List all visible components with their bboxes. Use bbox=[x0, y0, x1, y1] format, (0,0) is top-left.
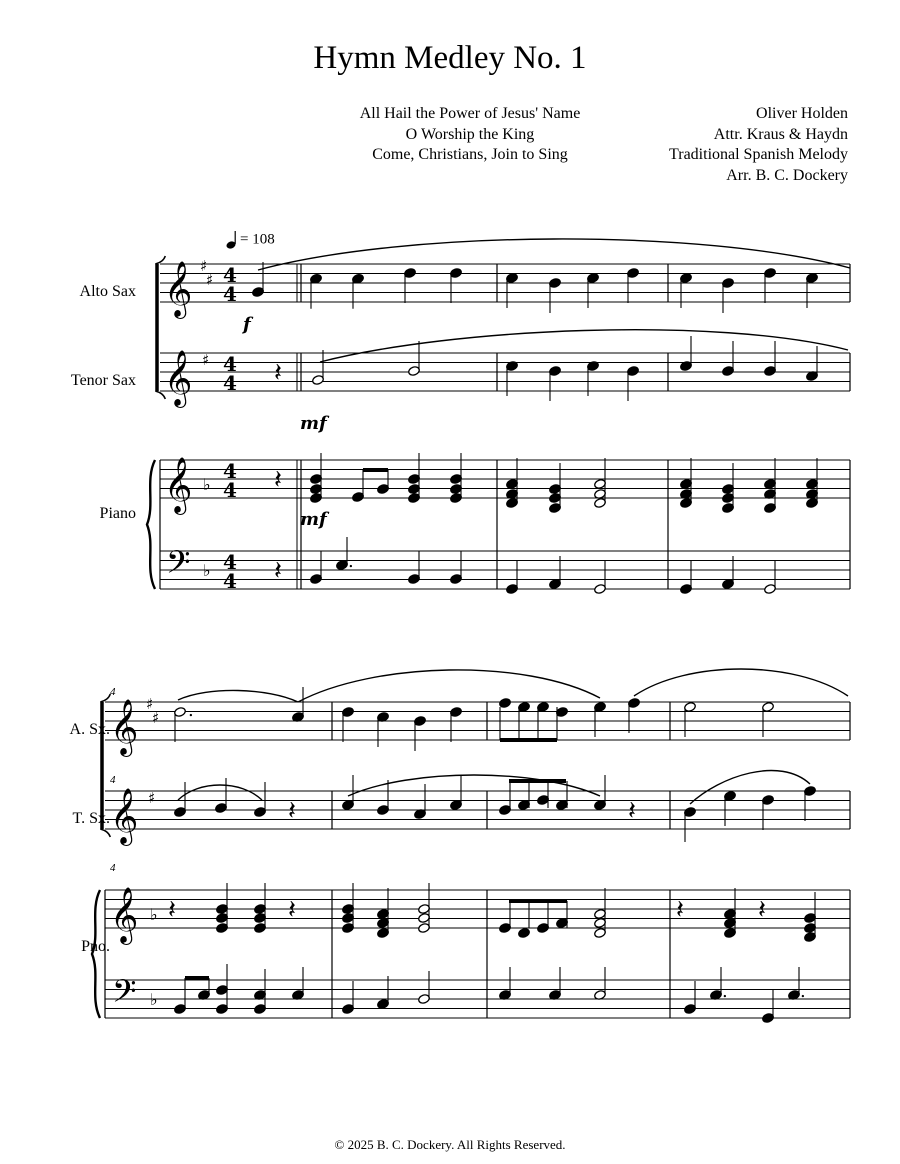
measure-number-alto: 4 bbox=[110, 686, 116, 698]
music-note bbox=[499, 697, 512, 708]
music-note bbox=[627, 267, 640, 303]
dynamic-forte-alto: f bbox=[243, 314, 251, 335]
music-note bbox=[352, 273, 365, 309]
music-note bbox=[680, 336, 693, 372]
music-note bbox=[680, 272, 693, 308]
music-note bbox=[594, 701, 607, 737]
music-note bbox=[627, 365, 640, 401]
bracket-hook-top bbox=[100, 694, 110, 702]
music-note bbox=[342, 706, 355, 742]
quarter-rest-icon: 𝄽 bbox=[288, 796, 296, 826]
time-signature-numerator: 4 bbox=[223, 550, 237, 574]
music-note bbox=[587, 272, 600, 308]
music-note bbox=[628, 697, 641, 733]
dot-icon: . bbox=[188, 700, 194, 721]
music-note bbox=[174, 706, 187, 742]
flat-icon: ♭ bbox=[150, 905, 158, 924]
music-note bbox=[684, 806, 697, 842]
time-signature-denominator: 4 bbox=[223, 282, 237, 306]
instrument-label-alto-sax-short: A. Sx. bbox=[69, 721, 110, 738]
page-title: Hymn Medley No. 1 bbox=[313, 40, 587, 76]
dot-icon: . bbox=[722, 981, 728, 1002]
quarter-rest-icon: 𝄽 bbox=[288, 895, 296, 925]
music-note bbox=[418, 971, 431, 1005]
music-note bbox=[549, 277, 562, 313]
treble-clef-icon: 𝄞 bbox=[110, 788, 139, 844]
arranger: Arr. B. C. Dockery bbox=[726, 166, 848, 184]
time-signature-denominator: 4 bbox=[223, 478, 237, 502]
phrase-slur bbox=[178, 785, 262, 800]
music-note bbox=[252, 262, 265, 298]
treble-clef-icon: 𝄞 bbox=[164, 350, 193, 406]
quarter-rest-icon: 𝄽 bbox=[274, 556, 282, 586]
music-note bbox=[762, 701, 775, 737]
time-signature-numerator: 4 bbox=[223, 459, 237, 483]
bracket-hook-bottom bbox=[100, 829, 110, 837]
phrase-slur bbox=[258, 239, 850, 270]
music-note bbox=[336, 537, 349, 571]
phrase-slur bbox=[178, 690, 298, 702]
music-note bbox=[684, 701, 697, 737]
flat-icon: ♭ bbox=[203, 475, 211, 494]
music-note bbox=[408, 551, 421, 585]
music-note bbox=[549, 967, 562, 1001]
time-signature-denominator: 4 bbox=[223, 371, 237, 395]
instrument-label-alto-sax: Alto Sax bbox=[79, 283, 136, 300]
sharp-icon: ♯ bbox=[152, 709, 160, 727]
sharp-icon: ♯ bbox=[202, 351, 210, 369]
piano-brace bbox=[147, 460, 155, 589]
music-note bbox=[594, 967, 607, 1001]
music-note bbox=[377, 976, 390, 1010]
music-note bbox=[254, 782, 267, 818]
quarter-rest-icon: 𝄽 bbox=[758, 895, 766, 925]
treble-clef-icon: 𝄞 bbox=[110, 887, 139, 943]
composer-1: Oliver Holden bbox=[756, 105, 848, 122]
music-note bbox=[174, 782, 187, 818]
music-note bbox=[506, 272, 519, 308]
music-note bbox=[310, 273, 323, 309]
phrase-slur bbox=[634, 669, 848, 696]
time-signature-denominator: 4 bbox=[223, 569, 237, 593]
music-note bbox=[506, 561, 519, 595]
measure-number-tenor: 4 bbox=[110, 774, 116, 786]
dot-icon: . bbox=[348, 551, 354, 572]
treble-clef-icon: 𝄞 bbox=[164, 457, 193, 513]
music-note bbox=[762, 990, 775, 1024]
music-note bbox=[549, 556, 562, 590]
measure-number-piano: 4 bbox=[110, 862, 116, 874]
music-note bbox=[450, 267, 463, 303]
music-note bbox=[408, 341, 421, 377]
music-note bbox=[499, 967, 512, 1001]
piano-brace bbox=[92, 890, 100, 1018]
music-note bbox=[414, 715, 427, 751]
flat-icon: ♭ bbox=[203, 561, 211, 580]
music-note bbox=[806, 346, 819, 382]
music-note bbox=[518, 927, 531, 938]
treble-clef-icon: 𝄞 bbox=[110, 699, 139, 755]
hymn-title-3: Come, Christians, Join to Sing bbox=[372, 146, 568, 163]
hymn-title-1: All Hail the Power of Jesus' Name bbox=[359, 105, 581, 122]
instrument-label-piano: Piano bbox=[99, 505, 136, 522]
dynamic-mezzo-forte-piano: mf bbox=[300, 509, 327, 530]
time-signature-numerator: 4 bbox=[223, 263, 237, 287]
music-note bbox=[710, 967, 723, 1001]
sharp-icon: ♯ bbox=[206, 271, 214, 289]
composer-2: Attr. Kraus & Haydn bbox=[713, 125, 848, 143]
composer-3: Traditional Spanish Melody bbox=[669, 146, 848, 163]
sharp-icon: ♯ bbox=[146, 695, 154, 713]
bass-clef-icon: 𝄢 bbox=[166, 544, 191, 588]
music-note bbox=[684, 981, 697, 1015]
music-note bbox=[404, 267, 417, 303]
music-note bbox=[292, 687, 305, 723]
quarter-rest-icon: 𝄽 bbox=[274, 465, 282, 495]
phrase-slur bbox=[320, 330, 848, 362]
phrase-slur bbox=[348, 775, 600, 796]
instrument-label-tenor-sax-short: T. Sx. bbox=[72, 810, 110, 827]
music-note bbox=[342, 775, 355, 811]
note-head bbox=[499, 697, 512, 708]
music-note bbox=[722, 556, 735, 590]
music-note bbox=[450, 706, 463, 742]
music-note bbox=[722, 277, 735, 313]
music-note bbox=[764, 341, 777, 377]
music-note bbox=[215, 778, 228, 814]
quarter-rest-icon: 𝄽 bbox=[676, 895, 684, 925]
music-note bbox=[549, 365, 562, 401]
tempo-value: = 108 bbox=[240, 231, 275, 248]
phrase-slur bbox=[690, 771, 810, 804]
note-head bbox=[518, 927, 531, 938]
music-note bbox=[806, 272, 819, 308]
instrument-label-tenor-sax: Tenor Sax bbox=[70, 372, 136, 389]
music-note bbox=[377, 711, 390, 747]
music-note bbox=[724, 790, 737, 826]
music-note bbox=[292, 967, 305, 1001]
quarter-rest-icon: 𝄽 bbox=[168, 895, 176, 925]
copyright-footer: © 2025 B. C. Dockery. All Rights Reserved. bbox=[334, 1137, 566, 1152]
music-note bbox=[414, 784, 427, 820]
music-note bbox=[722, 341, 735, 377]
music-note bbox=[450, 775, 463, 811]
music-note bbox=[680, 561, 693, 595]
music-note bbox=[804, 785, 817, 821]
dynamic-mezzo-forte-tenor: mf bbox=[300, 413, 327, 434]
hymn-title-2: O Worship the King bbox=[405, 125, 535, 143]
quarter-rest-icon: 𝄽 bbox=[274, 358, 282, 388]
music-note bbox=[450, 551, 463, 585]
music-note bbox=[764, 267, 777, 303]
music-note bbox=[594, 561, 607, 595]
sharp-icon: ♯ bbox=[148, 789, 156, 807]
flat-icon: ♭ bbox=[150, 990, 158, 1009]
music-note bbox=[342, 981, 355, 1015]
music-note bbox=[594, 775, 607, 811]
music-note bbox=[312, 350, 325, 386]
phrase-slur bbox=[298, 670, 600, 702]
treble-clef-icon: 𝄞 bbox=[164, 261, 193, 317]
sharp-icon: ♯ bbox=[200, 257, 208, 275]
music-note bbox=[310, 551, 323, 585]
quarter-rest-icon: 𝄽 bbox=[628, 796, 636, 826]
bass-clef-icon: 𝄢 bbox=[112, 973, 137, 1017]
time-signature-numerator: 4 bbox=[223, 352, 237, 376]
music-note bbox=[762, 794, 775, 830]
instrument-label-piano-short: Pno. bbox=[81, 938, 110, 955]
dot-icon: . bbox=[800, 981, 806, 1002]
music-note bbox=[764, 561, 777, 595]
music-note bbox=[788, 967, 801, 1001]
